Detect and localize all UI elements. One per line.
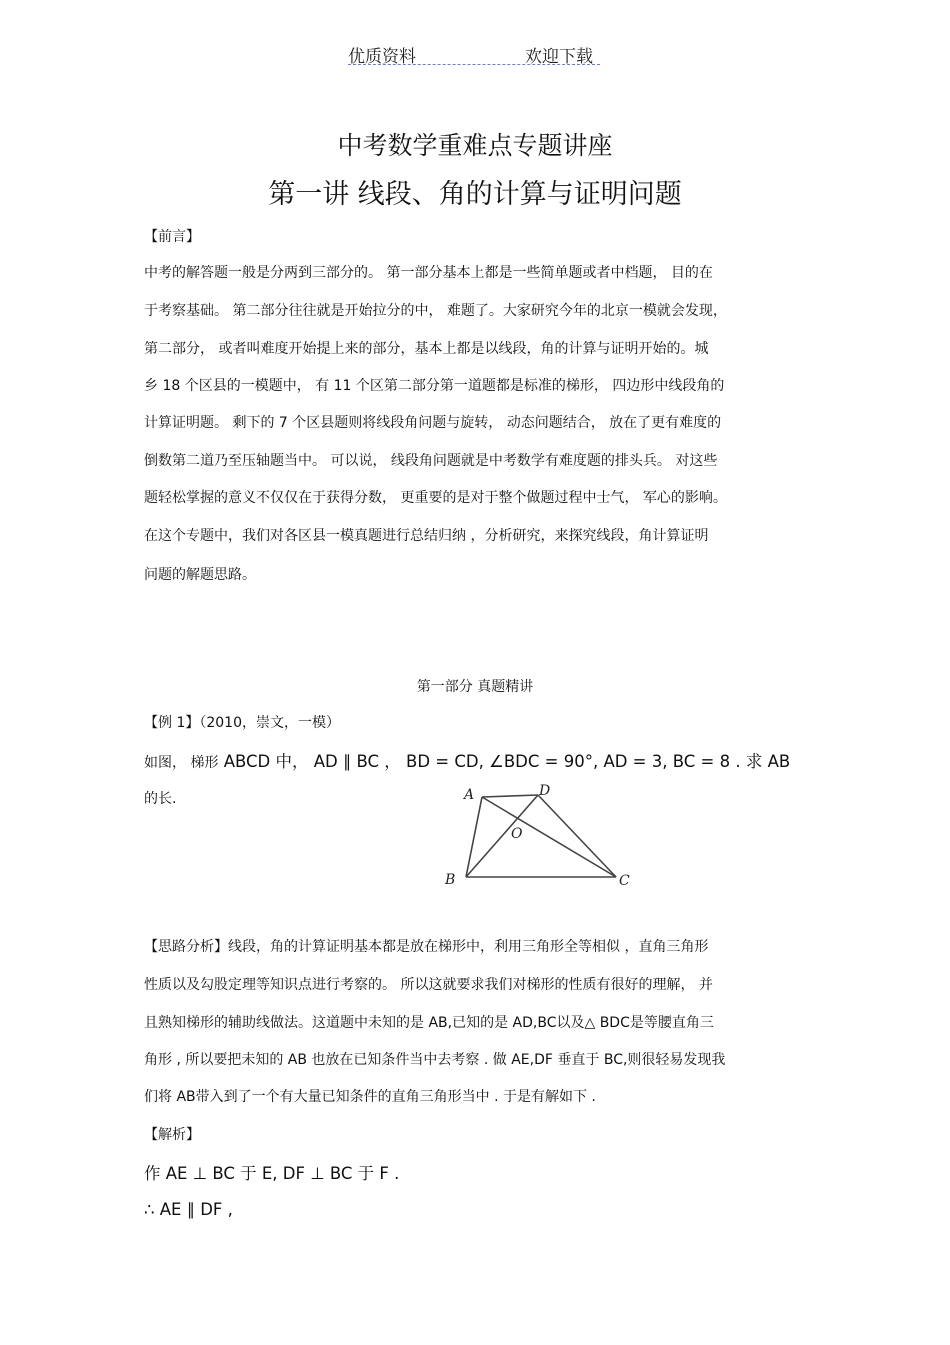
preface-line: 乡 18 个区县的一模题中， 有 11 个区第二部分第一道题都是标准的梯形， 四边形中线段角的 xyxy=(144,378,725,394)
document-title: 中考数学重难点专题讲座 xyxy=(337,131,613,160)
preface-line: 题轻松掌握的意义不仅仅在于获得分数， 更重要的是对于整个做题过程中士气， 军心的影响。 xyxy=(144,490,727,506)
analysis-line: 【思路分析】线段，角的计算证明基本都是放在梯形中，利用三角形全等相似 ，直角三角形 xyxy=(144,939,709,955)
preface-line: 计算证明题。 剩下的 7 个区县题则将线段角问题与旋转， 动态问题结合， 放在了更有难度的 xyxy=(144,415,722,431)
preface-line: 第二部分， 或者叫难度开始提上来的部分，基本上都是以线段，角的计算与证明开始的。城 xyxy=(144,341,709,357)
preface-line: 倒数第二道乃至压轴题当中。 可以说， 线段角问题就是中考数学有难度题的排头兵。 对这些 xyxy=(144,453,718,469)
preface-tag: 【前言】 xyxy=(144,229,200,245)
analysis-line: 且熟知梯形的辅助线做法。这道题中未知的是 AB,已知的是 AD,BC以及△ BDC是等腰直角三 xyxy=(144,1015,714,1031)
header-right: 欢迎下载 xyxy=(525,47,593,67)
section-title: 第一部分 真题精讲 xyxy=(416,679,534,695)
label-a: A xyxy=(464,787,475,803)
example-math: ABCD 中， AD ∥ BC ， BD = CD, ∠BDC = 90°, AD = 3, BC = 8 . 求 AB xyxy=(218,752,791,771)
solution-line2: ∴ AE ∥ DF , xyxy=(144,1200,233,1219)
solution-line1: 作 AE ⊥ BC 于 E, DF ⊥ BC 于 F . xyxy=(144,1164,400,1183)
example-statement xyxy=(144,748,790,772)
preface-line: 中考的解答题一般是分两到三部分的。 第一部分基本上都是一些简单题或者中档题， 目的在 xyxy=(144,265,713,281)
analysis-line: 们将 AB带入到了一个有大量已知条件的直角三角形当中 . 于是有解如下 . xyxy=(144,1089,596,1105)
analysis-line: 性质以及勾股定理等知识点进行考察的。 所以这就要求我们对梯形的性质有很好的理解， 并 xyxy=(144,977,713,993)
analysis-line: 角形 , 所以要把未知的 AB 也放在已知条件当中去考察 . 做 AE,DF 垂直于 BC,则很轻易发现我 xyxy=(144,1052,726,1068)
header-divider xyxy=(348,64,600,65)
example-tag: 【例 1】（2010，崇文，一模） xyxy=(144,715,340,731)
trapezoid-figure xyxy=(430,775,650,900)
label-b: B xyxy=(445,872,456,888)
solution-tag: 【解析】 xyxy=(144,1127,200,1143)
label-d: D xyxy=(539,783,551,799)
preface-line: 在这个专题中，我们对各区县一模真题进行总结归纳 ，分析研究，来探究线段，角计算证明 xyxy=(144,528,709,544)
label-c: C xyxy=(619,873,630,889)
example-line2: 的长. xyxy=(144,791,177,807)
lecture-subtitle: 第一讲 线段、角的计算与证明问题 xyxy=(268,179,682,210)
preface-line: 于考察基础。 第二部分往往就是开始拉分的中， 难题了。大家研究今年的北京一模就会发现， xyxy=(144,303,727,319)
example-prefix: 如图， 梯形 xyxy=(144,755,219,771)
preface-line: 问题的解题思路。 xyxy=(144,567,256,583)
label-o: O xyxy=(511,826,523,842)
header-left: 优质资料 xyxy=(348,47,416,67)
